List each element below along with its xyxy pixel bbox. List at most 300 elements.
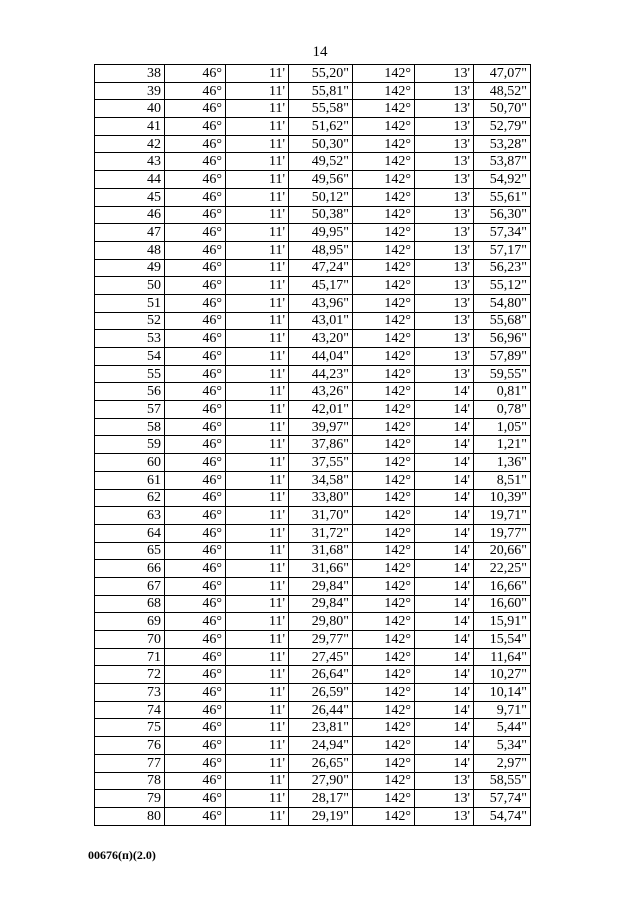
cell-lat-deg: 46° [165,595,226,613]
table-row [95,666,531,684]
table-row [95,365,531,383]
cell-lat-deg: 46° [165,241,226,259]
cell-lon-min: 13' [415,365,474,383]
cell-lon-sec: 10,39" [474,489,531,507]
cell-point: 76 [95,737,165,755]
cell-lat-sec: 26,59" [289,684,353,702]
cell-lon-sec: 1,05" [474,418,531,436]
cell-lat-min: 11' [226,772,289,790]
cell-point: 64 [95,524,165,542]
table-row [95,100,531,118]
table-row [95,489,531,507]
cell-point: 77 [95,754,165,772]
cell-lon-sec: 52,79" [474,118,531,136]
cell-lat-min: 11' [226,595,289,613]
table-row [95,259,531,277]
table-row [95,188,531,206]
cell-lon-deg: 142° [353,772,415,790]
cell-lat-deg: 46° [165,312,226,330]
cell-lat-sec: 49,95" [289,224,353,242]
cell-lon-min: 13' [415,807,474,825]
cell-lat-min: 11' [226,401,289,419]
cell-point: 67 [95,577,165,595]
table-row [95,418,531,436]
cell-point: 45 [95,188,165,206]
cell-point: 53 [95,330,165,348]
cell-lon-min: 14' [415,666,474,684]
cell-lon-min: 14' [415,613,474,631]
cell-lat-deg: 46° [165,807,226,825]
cell-lat-min: 11' [226,701,289,719]
cell-lon-deg: 142° [353,701,415,719]
table-row [95,471,531,489]
cell-lat-sec: 50,30" [289,135,353,153]
cell-lon-min: 14' [415,577,474,595]
cell-lon-sec: 58,55" [474,772,531,790]
table-row [95,754,531,772]
cell-point: 44 [95,171,165,189]
cell-lat-sec: 55,58" [289,100,353,118]
cell-lon-min: 14' [415,401,474,419]
cell-point: 79 [95,790,165,808]
cell-lon-sec: 57,17" [474,241,531,259]
cell-lat-sec: 43,01" [289,312,353,330]
table-row [95,294,531,312]
cell-lon-min: 14' [415,507,474,525]
cell-lat-sec: 51,62" [289,118,353,136]
cell-lon-deg: 142° [353,153,415,171]
cell-point: 50 [95,277,165,295]
cell-point: 73 [95,684,165,702]
cell-point: 57 [95,401,165,419]
cell-lat-sec: 31,70" [289,507,353,525]
cell-lon-deg: 142° [353,666,415,684]
cell-lat-sec: 26,64" [289,666,353,684]
cell-lat-deg: 46° [165,471,226,489]
cell-lon-sec: 56,30" [474,206,531,224]
table-row [95,348,531,366]
cell-lat-sec: 28,17" [289,790,353,808]
cell-lat-min: 11' [226,631,289,649]
cell-point: 70 [95,631,165,649]
table-row [95,277,531,295]
cell-lon-deg: 142° [353,507,415,525]
cell-lon-deg: 142° [353,631,415,649]
cell-lat-deg: 46° [165,542,226,560]
cell-lat-deg: 46° [165,489,226,507]
cell-lon-deg: 142° [353,595,415,613]
cell-lat-deg: 46° [165,294,226,312]
cell-point: 78 [95,772,165,790]
cell-lat-deg: 46° [165,613,226,631]
cell-point: 42 [95,135,165,153]
cell-lon-deg: 142° [353,294,415,312]
cell-lat-sec: 31,68" [289,542,353,560]
cell-lon-sec: 54,80" [474,294,531,312]
cell-lat-min: 11' [226,524,289,542]
cell-lat-min: 11' [226,171,289,189]
cell-lat-deg: 46° [165,348,226,366]
cell-lon-sec: 50,70" [474,100,531,118]
cell-lat-sec: 48,95" [289,241,353,259]
cell-point: 54 [95,348,165,366]
cell-lon-deg: 142° [353,241,415,259]
cell-lon-deg: 142° [353,383,415,401]
table-row [95,454,531,472]
cell-lat-min: 11' [226,224,289,242]
cell-lat-deg: 46° [165,772,226,790]
cell-lon-min: 13' [415,224,474,242]
table-row [95,807,531,825]
cell-lon-sec: 15,91" [474,613,531,631]
table-row [95,790,531,808]
table-row [95,330,531,348]
cell-lat-min: 11' [226,807,289,825]
cell-lon-deg: 142° [353,560,415,578]
table-row [95,719,531,737]
page-number: 14 [312,44,328,60]
cell-lon-sec: 20,66" [474,542,531,560]
cell-lat-sec: 50,12" [289,188,353,206]
cell-lat-sec: 26,44" [289,701,353,719]
cell-lat-sec: 44,23" [289,365,353,383]
cell-lat-deg: 46° [165,577,226,595]
cell-lon-deg: 142° [353,524,415,542]
cell-lon-sec: 56,96" [474,330,531,348]
cell-lat-min: 11' [226,365,289,383]
cell-lon-sec: 16,66" [474,577,531,595]
cell-lat-min: 11' [226,65,289,83]
cell-lat-deg: 46° [165,206,226,224]
cell-lat-min: 11' [226,383,289,401]
table-row [95,224,531,242]
cell-lon-min: 13' [415,135,474,153]
cell-lon-min: 14' [415,701,474,719]
cell-lon-sec: 55,68" [474,312,531,330]
cell-lat-sec: 50,38" [289,206,353,224]
cell-lon-min: 13' [415,206,474,224]
cell-lat-sec: 29,84" [289,577,353,595]
cell-lon-deg: 142° [353,454,415,472]
cell-lon-deg: 142° [353,118,415,136]
cell-lon-deg: 142° [353,365,415,383]
cell-lat-min: 11' [226,613,289,631]
cell-lat-sec: 29,77" [289,631,353,649]
cell-lon-deg: 142° [353,489,415,507]
cell-lon-min: 13' [415,188,474,206]
cell-lat-deg: 46° [165,188,226,206]
cell-point: 61 [95,471,165,489]
cell-lat-min: 11' [226,577,289,595]
cell-point: 68 [95,595,165,613]
cell-lon-sec: 5,34" [474,737,531,755]
cell-point: 58 [95,418,165,436]
cell-lat-deg: 46° [165,719,226,737]
cell-lon-min: 14' [415,754,474,772]
cell-lat-min: 11' [226,348,289,366]
cell-lon-min: 13' [415,100,474,118]
cell-lon-sec: 19,71" [474,507,531,525]
cell-lon-min: 13' [415,772,474,790]
cell-lon-deg: 142° [353,312,415,330]
table-row [95,436,531,454]
cell-lat-deg: 46° [165,65,226,83]
cell-lon-deg: 142° [353,577,415,595]
cell-lat-min: 11' [226,82,289,100]
cell-lon-sec: 56,23" [474,259,531,277]
table-row [95,401,531,419]
cell-point: 39 [95,82,165,100]
cell-lat-min: 11' [226,542,289,560]
table-row [95,524,531,542]
cell-lon-min: 13' [415,312,474,330]
cell-lon-deg: 142° [353,401,415,419]
table-row [95,171,531,189]
table-row [95,383,531,401]
cell-lat-deg: 46° [165,507,226,525]
cell-lon-sec: 2,97" [474,754,531,772]
cell-point: 56 [95,383,165,401]
cell-lat-min: 11' [226,153,289,171]
cell-lat-deg: 46° [165,135,226,153]
cell-lon-min: 13' [415,790,474,808]
cell-lat-deg: 46° [165,171,226,189]
cell-lat-sec: 47,24" [289,259,353,277]
cell-lat-min: 11' [226,754,289,772]
cell-lon-deg: 142° [353,436,415,454]
cell-lat-sec: 27,90" [289,772,353,790]
cell-lat-sec: 31,72" [289,524,353,542]
cell-lon-sec: 9,71" [474,701,531,719]
cell-lat-deg: 46° [165,454,226,472]
cell-lat-deg: 46° [165,259,226,277]
table-row [95,684,531,702]
cell-lon-deg: 142° [353,330,415,348]
cell-lat-sec: 24,94" [289,737,353,755]
cell-lon-deg: 142° [353,684,415,702]
cell-point: 55 [95,365,165,383]
cell-lon-min: 13' [415,82,474,100]
cell-point: 66 [95,560,165,578]
cell-point: 48 [95,241,165,259]
cell-lon-sec: 1,21" [474,436,531,454]
cell-lon-deg: 142° [353,542,415,560]
cell-lon-min: 13' [415,65,474,83]
cell-lon-min: 14' [415,542,474,560]
table-row [95,772,531,790]
cell-lat-deg: 46° [165,82,226,100]
cell-lat-min: 11' [226,489,289,507]
cell-lat-deg: 46° [165,277,226,295]
cell-lon-deg: 142° [353,418,415,436]
cell-lat-deg: 46° [165,737,226,755]
coordinates-table-body [95,65,531,826]
cell-lat-deg: 46° [165,684,226,702]
table-row [95,542,531,560]
cell-lon-sec: 53,28" [474,135,531,153]
cell-lat-sec: 55,20" [289,65,353,83]
cell-lat-deg: 46° [165,560,226,578]
cell-lat-sec: 26,65" [289,754,353,772]
cell-lat-min: 11' [226,471,289,489]
cell-lon-min: 14' [415,454,474,472]
cell-lon-sec: 8,51" [474,471,531,489]
cell-lat-deg: 46° [165,701,226,719]
cell-lat-sec: 29,80" [289,613,353,631]
cell-lon-min: 14' [415,383,474,401]
cell-lat-sec: 37,86" [289,436,353,454]
cell-lon-min: 13' [415,277,474,295]
table-row [95,241,531,259]
cell-lon-min: 13' [415,348,474,366]
cell-lat-min: 11' [226,118,289,136]
cell-lat-min: 11' [226,666,289,684]
cell-lat-min: 11' [226,436,289,454]
cell-lat-min: 11' [226,507,289,525]
cell-lat-deg: 46° [165,790,226,808]
cell-lon-deg: 142° [353,648,415,666]
cell-lat-sec: 49,52" [289,153,353,171]
table-row [95,507,531,525]
table-row [95,577,531,595]
cell-lat-min: 11' [226,294,289,312]
cell-lon-min: 13' [415,241,474,259]
cell-lon-sec: 5,44" [474,719,531,737]
cell-lon-deg: 142° [353,754,415,772]
cell-lon-deg: 142° [353,790,415,808]
cell-lon-sec: 55,61" [474,188,531,206]
cell-lat-min: 11' [226,241,289,259]
cell-lat-sec: 29,84" [289,595,353,613]
cell-lat-sec: 45,17" [289,277,353,295]
table-row [95,65,531,83]
table-row [95,737,531,755]
table-row [95,701,531,719]
cell-lat-min: 11' [226,790,289,808]
cell-point: 52 [95,312,165,330]
cell-lat-deg: 46° [165,153,226,171]
cell-lon-sec: 16,60" [474,595,531,613]
cell-lat-sec: 39,97" [289,418,353,436]
cell-lon-sec: 22,25" [474,560,531,578]
table-row [95,613,531,631]
cell-lat-sec: 31,66" [289,560,353,578]
table-row [95,560,531,578]
cell-point: 49 [95,259,165,277]
cell-lat-min: 11' [226,330,289,348]
cell-lon-sec: 54,92" [474,171,531,189]
cell-lat-sec: 55,81" [289,82,353,100]
cell-lat-sec: 42,01" [289,401,353,419]
cell-lon-deg: 142° [353,224,415,242]
cell-lon-min: 14' [415,719,474,737]
cell-lon-min: 13' [415,153,474,171]
cell-lat-min: 11' [226,100,289,118]
cell-lon-min: 14' [415,524,474,542]
cell-point: 62 [95,489,165,507]
cell-point: 75 [95,719,165,737]
cell-lat-sec: 43,20" [289,330,353,348]
cell-lon-deg: 142° [353,348,415,366]
cell-lat-deg: 46° [165,330,226,348]
cell-lat-deg: 46° [165,383,226,401]
table-row [95,153,531,171]
cell-lat-sec: 29,19" [289,807,353,825]
cell-lon-deg: 142° [353,613,415,631]
cell-lat-deg: 46° [165,436,226,454]
cell-lat-min: 11' [226,684,289,702]
cell-lat-deg: 46° [165,100,226,118]
cell-point: 46 [95,206,165,224]
cell-lat-deg: 46° [165,524,226,542]
cell-lon-sec: 59,55" [474,365,531,383]
cell-lat-min: 11' [226,560,289,578]
cell-lat-min: 11' [226,206,289,224]
cell-lon-min: 14' [415,684,474,702]
cell-lon-min: 14' [415,631,474,649]
cell-point: 38 [95,65,165,83]
cell-lat-sec: 37,55" [289,454,353,472]
cell-lon-sec: 53,87" [474,153,531,171]
cell-point: 74 [95,701,165,719]
cell-point: 69 [95,613,165,631]
cell-lat-deg: 46° [165,418,226,436]
cell-lat-deg: 46° [165,224,226,242]
cell-point: 63 [95,507,165,525]
cell-lon-deg: 142° [353,277,415,295]
cell-point: 47 [95,224,165,242]
cell-lon-deg: 142° [353,65,415,83]
cell-lon-deg: 142° [353,171,415,189]
cell-lon-deg: 142° [353,135,415,153]
table-row [95,135,531,153]
cell-lat-sec: 44,04" [289,348,353,366]
cell-lon-sec: 10,14" [474,684,531,702]
cell-lon-deg: 142° [353,82,415,100]
cell-lon-min: 14' [415,489,474,507]
cell-lon-sec: 54,74" [474,807,531,825]
cell-lon-min: 14' [415,471,474,489]
cell-lat-sec: 33,80" [289,489,353,507]
cell-lon-sec: 11,64" [474,648,531,666]
cell-lon-min: 13' [415,330,474,348]
cell-lat-min: 11' [226,312,289,330]
cell-point: 72 [95,666,165,684]
cell-point: 43 [95,153,165,171]
cell-lon-sec: 55,12" [474,277,531,295]
table-row [95,82,531,100]
cell-lon-deg: 142° [353,719,415,737]
cell-lon-sec: 15,54" [474,631,531,649]
cell-point: 80 [95,807,165,825]
cell-lat-min: 11' [226,259,289,277]
cell-lat-deg: 46° [165,754,226,772]
cell-lat-sec: 23,81" [289,719,353,737]
cell-point: 60 [95,454,165,472]
cell-lon-sec: 1,36" [474,454,531,472]
table-row [95,648,531,666]
cell-lat-sec: 34,58" [289,471,353,489]
cell-lat-min: 11' [226,648,289,666]
cell-lon-deg: 142° [353,807,415,825]
cell-lon-min: 14' [415,560,474,578]
table-row [95,631,531,649]
cell-lat-deg: 46° [165,118,226,136]
cell-lon-sec: 0,81" [474,383,531,401]
cell-lon-sec: 19,77" [474,524,531,542]
cell-lon-min: 13' [415,294,474,312]
cell-lon-deg: 142° [353,100,415,118]
